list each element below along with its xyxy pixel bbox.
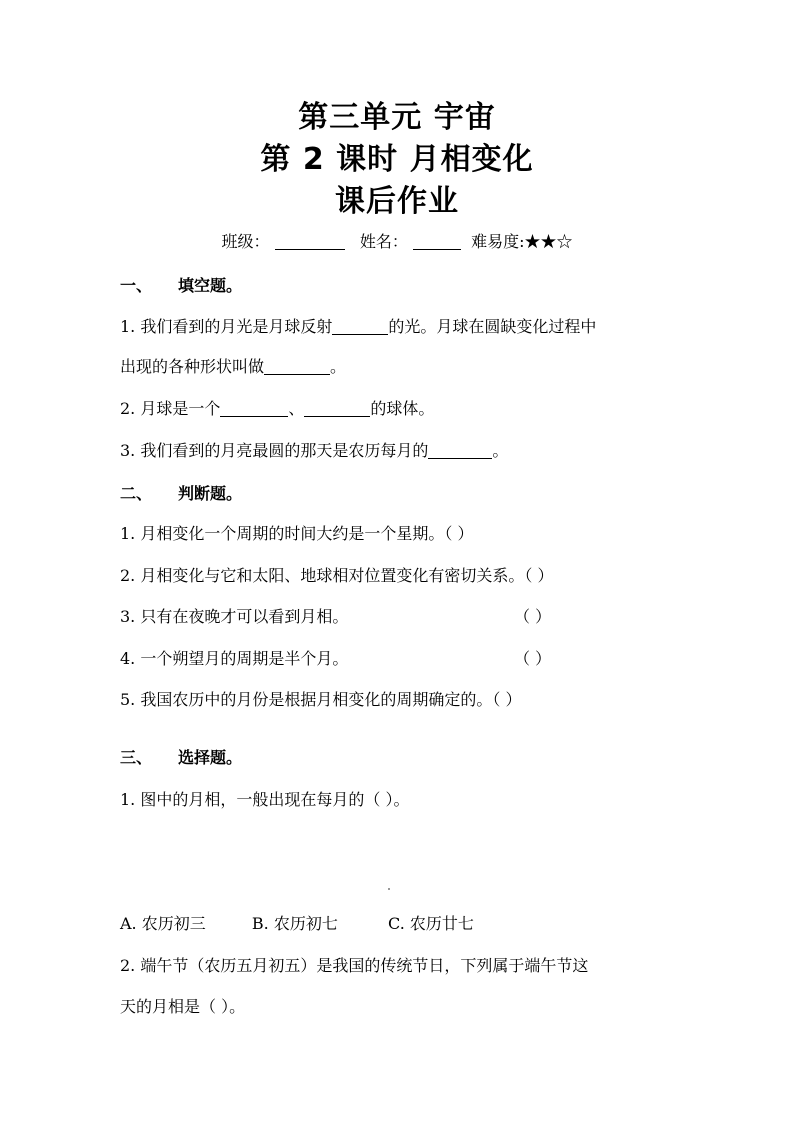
answer-blank[interactable] [264, 358, 330, 375]
class-label: 班级： [221, 232, 270, 251]
difficulty-label: 难易度: [471, 232, 525, 251]
option-b[interactable]: B. 农历初七 [251, 914, 338, 933]
choice-question-1: 1. 图中的月相，一般出现在每月的（ ）。 [120, 790, 410, 809]
choice-options [120, 914, 474, 934]
choice-question-2-line-2: 天的月相是（ ）。 [120, 997, 246, 1016]
judge-question-4: 4. 一个朔望月的周期是半个月。 [120, 649, 349, 668]
answer-blank[interactable] [220, 400, 288, 417]
answer-paren[interactable]: （ ） [514, 607, 552, 626]
answer-blank[interactable] [332, 318, 388, 335]
doc-title: 课后作业 [335, 184, 459, 219]
fill-question-1-line-1: 1. 我们看到的月光是月球反射 的光。月球在圆缺变化过程中 [120, 317, 597, 336]
judge-question-1: 1. 月相变化一个周期的时间大约是一个星期。（ ） [120, 524, 474, 543]
option-c[interactable]: C. 农历廿七 [388, 914, 474, 933]
section-1-heading: 一、 填空题。 [120, 276, 243, 295]
section-2-heading: 二、 判断题。 [120, 484, 243, 503]
answer-paren[interactable]: （ ） [514, 649, 552, 668]
class-blank[interactable] [275, 233, 345, 250]
answer-blank[interactable] [304, 400, 370, 417]
judge-question-5: 5. 我国农历中的月份是根据月相变化的周期确定的。（ ） [120, 690, 522, 709]
choice-question-2-line-1: 2. 端午节（农历五月初五）是我国的传统节日，下列属于端午节这 [120, 956, 589, 975]
fill-question-3: 3. 我们看到的月亮最圆的那天是农历每月的 。 [120, 441, 509, 460]
difficulty-stars: ★★☆ [524, 232, 573, 251]
fill-question-1-line-2: 出现的各种形状叫做 。 [120, 357, 347, 376]
name-blank[interactable] [413, 233, 461, 250]
answer-blank[interactable] [428, 442, 492, 459]
moon-phase-figure [388, 888, 390, 890]
judge-question-2: 2. 月相变化与它和太阳、地球相对位置变化有密切关系。（ ） [120, 566, 554, 585]
unit-title: 第三单元 宇宙 [298, 100, 496, 135]
fill-question-2: 2. 月球是一个 、 的球体。 [120, 399, 435, 418]
judge-question-3: 3. 只有在夜晚才可以看到月相。 [120, 607, 349, 626]
option-a[interactable]: A. 农历初三 [120, 914, 206, 933]
section-3-heading: 三、 选择题。 [120, 748, 243, 767]
lesson-title: 第 2 课时 月相变化 [260, 142, 534, 177]
student-info-row [0, 232, 794, 252]
name-label: 姓名： [359, 232, 408, 251]
